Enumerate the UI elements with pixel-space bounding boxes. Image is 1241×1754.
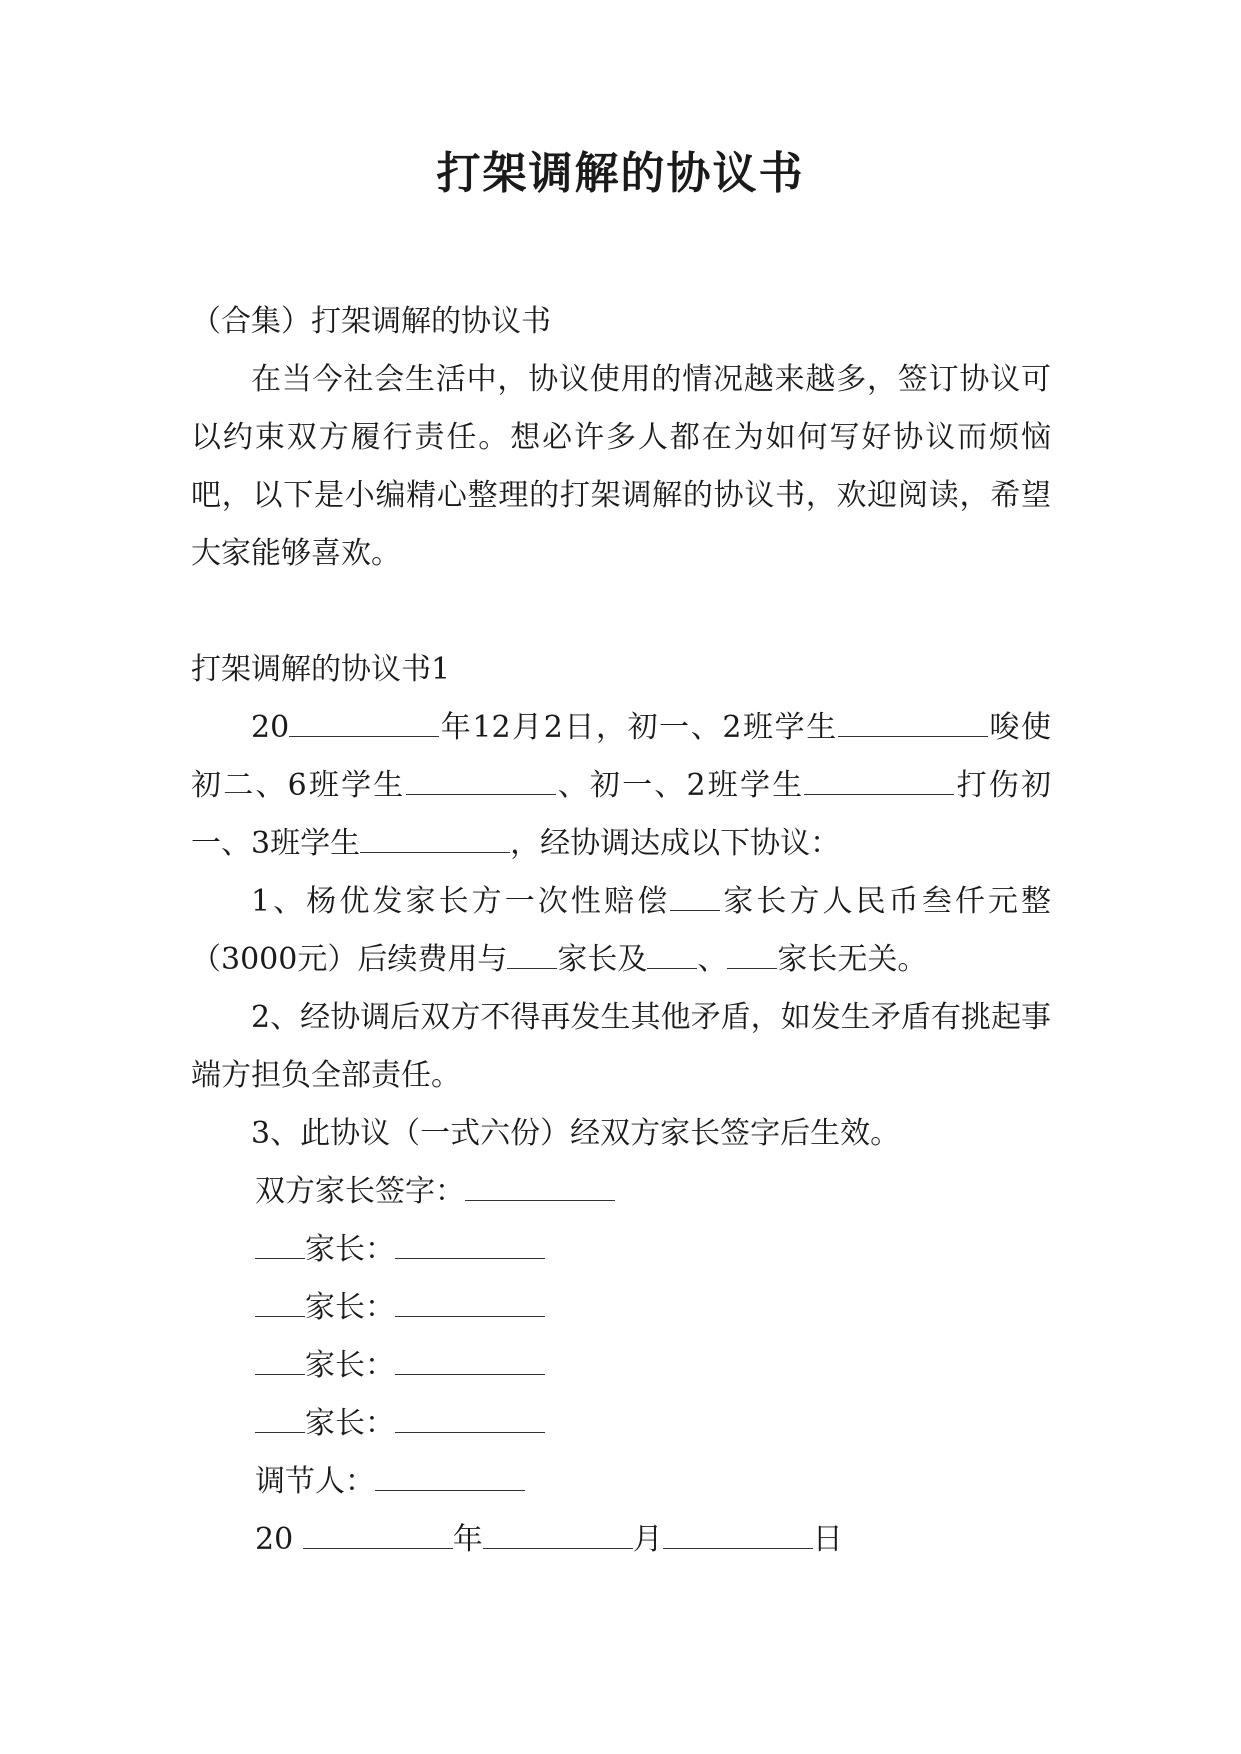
text-segment: 家长方人民币叁仟元整（3000元）后续费用与 — [191, 884, 1052, 977]
text-segment: 唆使初二、6班学生 — [191, 710, 1051, 803]
date-month-blank[interactable] — [483, 1522, 633, 1549]
text-segment: ，经协调达成以下协议： — [510, 826, 841, 861]
document-title: 打架调解的协议书 — [436, 148, 805, 199]
date-line — [255, 1511, 1051, 1569]
signature-label: 家长： — [305, 1232, 395, 1267]
paragraph-incident — [191, 699, 1051, 873]
subtitle: （合集）打架调解的协议书 — [191, 304, 551, 339]
fill-blank[interactable] — [670, 884, 720, 911]
fill-blank[interactable] — [406, 768, 556, 795]
document-body — [191, 293, 1051, 1569]
section-title: 打架调解的协议书1 — [191, 652, 451, 687]
fill-blank[interactable] — [507, 942, 557, 969]
fill-blank[interactable] — [647, 942, 697, 969]
text-segment: 、 — [697, 942, 728, 977]
date-month-label: 月 — [632, 1522, 663, 1557]
signature-blank[interactable] — [395, 1406, 545, 1433]
name-blank[interactable] — [255, 1406, 305, 1433]
date-year-label: 年 — [452, 1522, 483, 1557]
spacer — [191, 583, 1051, 641]
agreement-item-2: 2、经协调后双方不得再发生其他矛盾，如发生矛盾有挑起事端方担负全部责任。 — [191, 1000, 1051, 1093]
signature-line-mediator — [255, 1453, 1051, 1511]
signature-line-parent — [255, 1337, 1051, 1395]
fill-blank[interactable] — [360, 826, 510, 853]
signature-line-parent — [255, 1279, 1051, 1337]
name-blank[interactable] — [255, 1348, 305, 1375]
fill-blank[interactable] — [727, 942, 777, 969]
text-segment: 打伤初一、3班学生 — [191, 768, 1052, 861]
fill-blank[interactable] — [804, 768, 954, 795]
signature-blank[interactable] — [465, 1174, 615, 1201]
fill-blank[interactable] — [289, 710, 439, 737]
text-segment: 家长及 — [557, 942, 648, 977]
text-segment: 1、杨优发家长方一次性赔偿 — [251, 884, 671, 919]
intro-paragraph: 在当今社会生活中，协议使用的情况越来越多，签订协议可以约束双方履行责任。想必许多人都在为如何写好协议而烦恼吧，以下是小编精心整理的打架调解的协议书，欢迎阅读，希望大家能够喜欢。 — [191, 362, 1051, 571]
text-segment: 20 — [251, 710, 290, 745]
agreement-item-1 — [191, 873, 1051, 989]
signature-line-parents — [255, 1163, 1051, 1221]
agreement-item-3: 3、此协议（一式六份）经双方家长签字后生效。 — [251, 1116, 901, 1151]
signature-blank[interactable] — [395, 1290, 545, 1317]
date-year-blank[interactable] — [303, 1522, 453, 1549]
text-segment: 家长无关。 — [777, 942, 928, 977]
signature-label: 调节人： — [255, 1464, 375, 1499]
signature-blank[interactable] — [395, 1232, 545, 1259]
signature-blank[interactable] — [395, 1348, 545, 1375]
signature-label: 家长： — [305, 1290, 395, 1325]
signature-block — [191, 1163, 1051, 1569]
signature-blank[interactable] — [375, 1464, 525, 1491]
signature-line-parent — [255, 1395, 1051, 1453]
text-segment: 年12月2日，初一、2班学生 — [439, 710, 838, 745]
signature-label: 家长： — [305, 1348, 395, 1383]
signature-label: 双方家长签字： — [255, 1174, 465, 1209]
fill-blank[interactable] — [838, 710, 988, 737]
date-day-blank[interactable] — [663, 1522, 813, 1549]
signature-line-parent — [255, 1221, 1051, 1279]
name-blank[interactable] — [255, 1232, 305, 1259]
date-day-label: 日 — [812, 1522, 843, 1557]
text-segment: 、初一、2班学生 — [555, 768, 805, 803]
name-blank[interactable] — [255, 1290, 305, 1317]
date-prefix: 20 — [255, 1522, 294, 1557]
signature-label: 家长： — [305, 1406, 395, 1441]
